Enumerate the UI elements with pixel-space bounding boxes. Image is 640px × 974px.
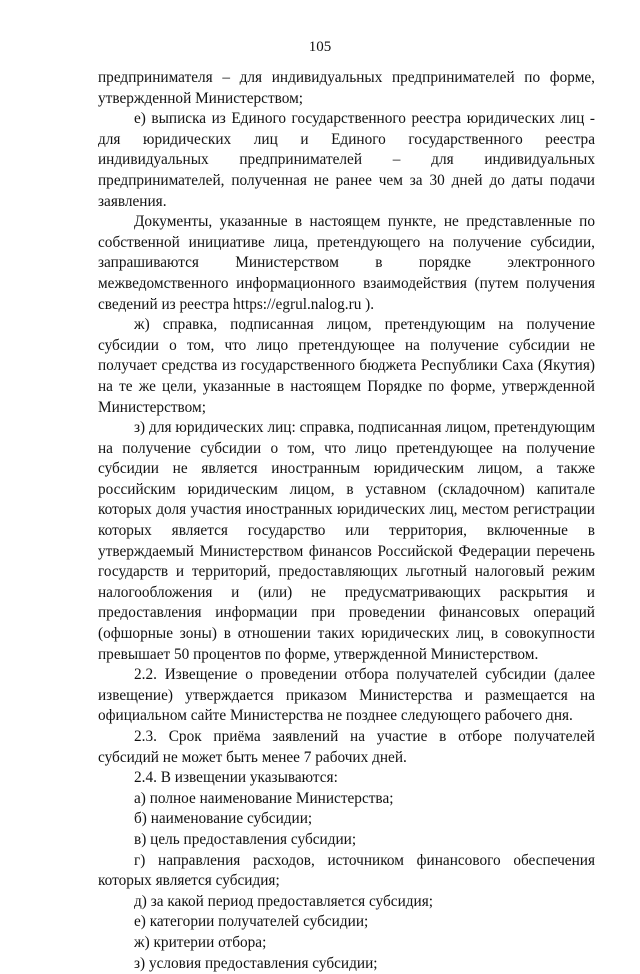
paragraph-2-2: 2.2. Извещение о проведении отбора получателей субсидии (далее извещение) утверждается приказом Министерства и размещается на официальном сайте Министерства не позднее следующего рабочего дня. xyxy=(98,666,595,725)
list-item-z: з) условия предоставления субсидии; xyxy=(134,954,378,972)
list-item-e: е) категории получателей субсидии; xyxy=(134,913,369,931)
paragraph-2-4: 2.4. В извещении указываются: xyxy=(134,769,338,787)
paragraph-item-z: з) для юридических лиц: справка, подписанная лицом, претендующим на получение субсидии о том, что лицо претендующее на получение субсидии не является иностранным юридическим лицом, а также российским юридическим лицом, в уставном (складочном) капитале которых доля участия иностранных юридических лиц, местом регистрации которых является государство или территория, включенные в утверждаемый Министерством финансов Российской Федерации перечень государств и территорий, предоставляющих льготный налоговый режим налогообложения и (или) не предусматривающих раскрытия и предоставления информации при проведении финансовых операций (офшорные зоны) в отношении таких юридических лиц, в совокупности превышает 50 процентов по форме, утвержденной Министерством. xyxy=(98,419,595,663)
list-item-v: в) цель предоставления субсидии; xyxy=(134,830,357,848)
paragraph-continuation: предпринимателя – для индивидуальных предпринимателей по форме, утвержденной Министерством; xyxy=(98,69,595,107)
list-item-zh: ж) критерии отбора; xyxy=(134,933,267,951)
list-item-g: г) направления расходов, источником финансового обеспечения которых является субсидия; xyxy=(98,851,595,890)
list-item-d: д) за какой период предоставляется субсидия; xyxy=(134,892,434,910)
list-item-b: б) наименование субсидии; xyxy=(134,810,313,828)
paragraph-item-zh: ж) справка, подписанная лицом, претендующим на получение субсидии о том, что лицо претендующее на получение субсидии не получает средства из государственного бюджета Республики Саха (Якутия) на те же цели, указанные в настоящем Порядке по форме, утвержденной Министерством; xyxy=(98,316,595,416)
list-item-a: а) полное наименование Министерства; xyxy=(134,789,394,807)
page-number: 105 xyxy=(308,39,332,55)
paragraph-2-3: 2.3. Срок приёма заявлений на участие в отборе получателей субсидий не может быть менее 7 рабочих дней. xyxy=(98,728,595,766)
paragraph-documents-request: Документы, указанные в настоящем пункте, не представленные по собственной инициативе лица, претендующего на получение субсидии, запрашиваются Министерством в порядке электронного межведомственного информационного взаимодействия (путем получения сведений из реестра https://egrul.nalog.ru ). xyxy=(98,213,595,313)
document-body xyxy=(98,68,595,974)
paragraph-item-e: е) выписка из Единого государственного реестра юридических лиц - для юридических лиц и Единого государственного реестра индивидуальных предпринимателей – для индивидуальных предпринимателей, полученная не ранее чем за 30 дней до даты подачи заявления. xyxy=(98,110,595,210)
